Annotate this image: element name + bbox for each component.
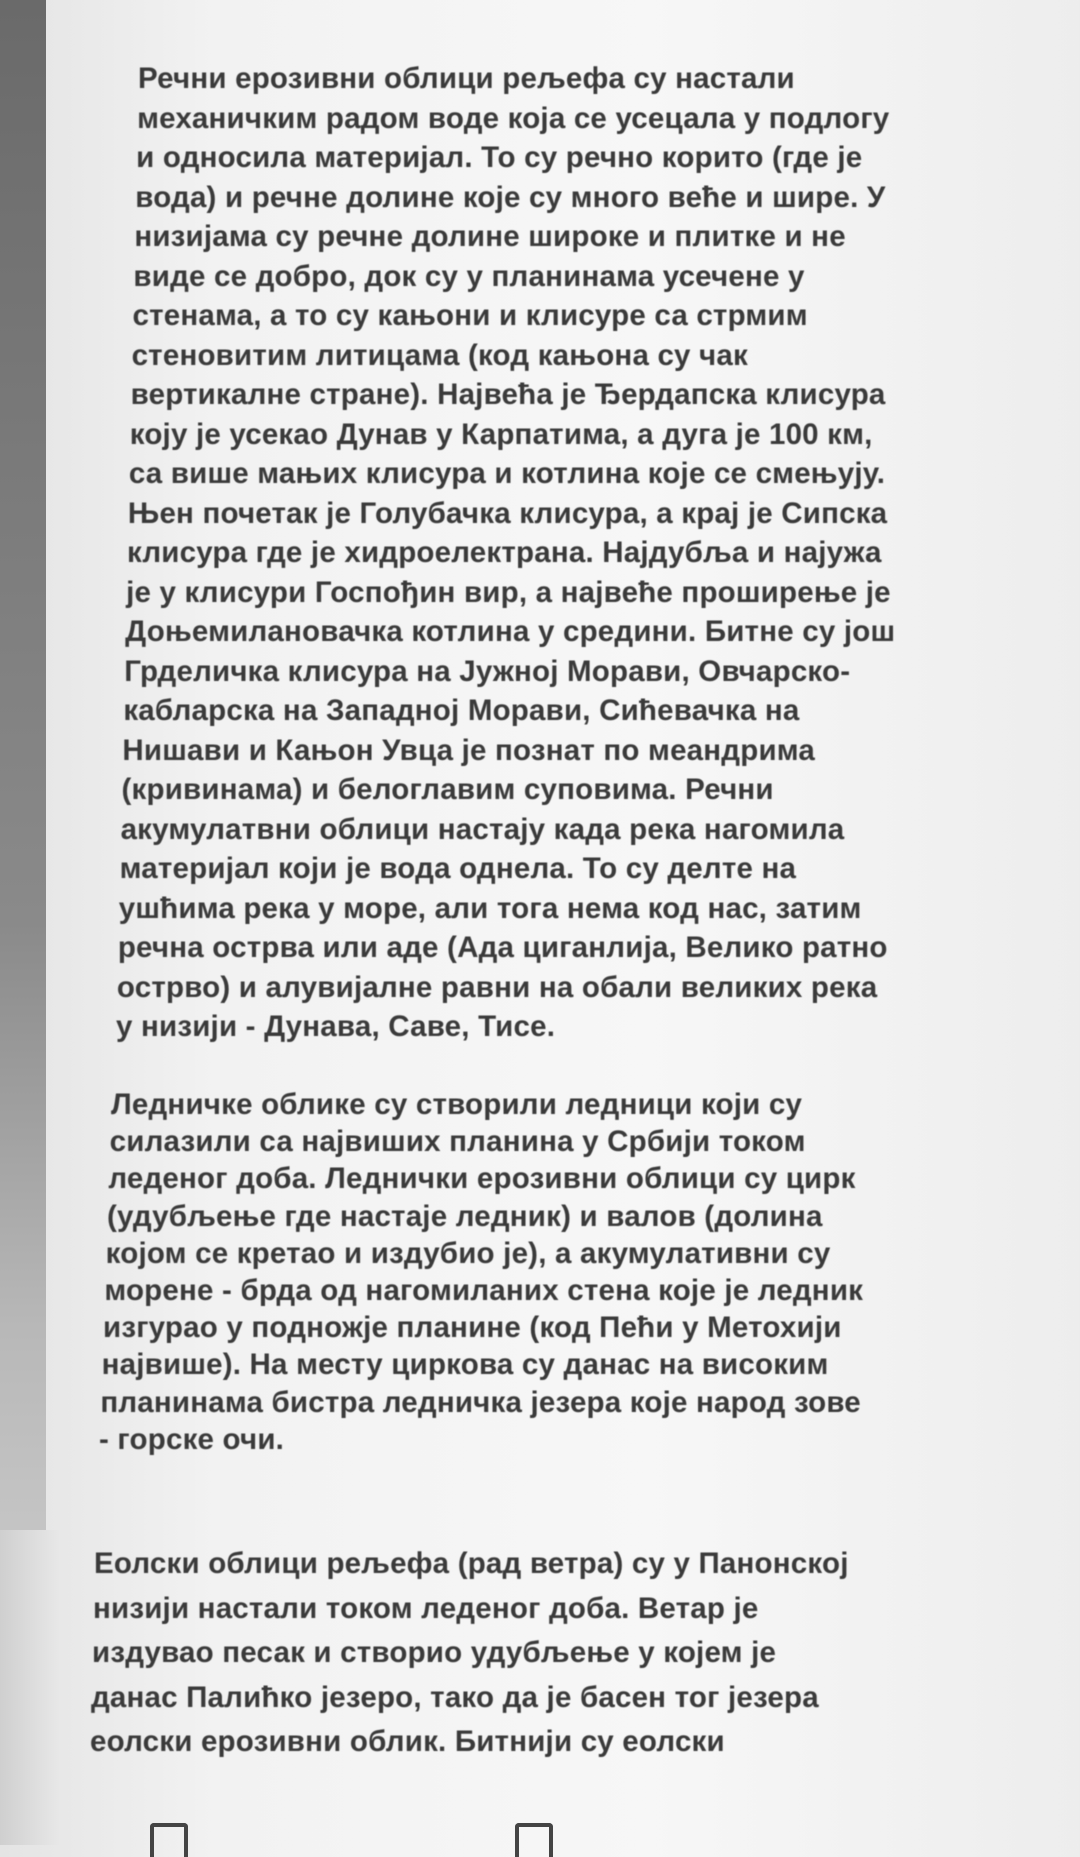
text-line: данас Палићко језеро, тако да је басен тог језера [91,1680,819,1714]
text-line: морене - брда од нагомиланих стена које је ледник [104,1274,864,1307]
text-line: стенама, а то су кањони и клисуре са стрмим [132,299,808,332]
text-line: планинама бистра ледничка језера које народ зове [100,1385,861,1419]
text-line: којом се кретао и издубио је), а акумулативни су [105,1236,831,1270]
text-line: виде се добро, док су у планинама усечене у [133,259,805,293]
text-line: са више мањих клисура и котлина које се смењују. [128,457,886,490]
text-line: стеновитим литицама (код кањона су чак [131,338,748,372]
text-line: у низији - Дунава, Саве, Тисе. [116,1010,556,1043]
text-line: ушћима река у море, али тога нема код нас, затим [118,891,862,925]
text-line: Доњемилановачка котлина у средини. Битне су још [125,615,896,648]
text-line: Грделичка клисура на Јужној Морави, Овчарско- [124,654,851,688]
text-line: акумулатвни облици настају када река нагомила [120,812,845,846]
text-line: је у клисури Госпођин вир, а највеће проширење је [126,575,891,609]
text-line: низијама су речне долине широке и плитке и не [134,220,846,253]
text-line: вода) и речне долине које су много веће и шире. У [135,180,886,214]
text-line: - горске очи. [99,1422,285,1456]
text-line: низији настали током леденог доба. Ветар је [93,1591,759,1625]
text-line: еолски ерозивни облик. Битнији су еолски [90,1725,725,1758]
text-line: највише). На месту циркова су данас на високим [101,1348,829,1382]
text-line: коју је усекао Дунав у Карпатима, а дуга је 100 км, [129,417,873,451]
text-line: Њен почетак је Голубачка клисура, а крај је Сипска [127,496,888,530]
text-line: Еолски облици рељефа (рад ветра) су у Панонској [94,1547,849,1580]
share-icon[interactable] [515,1823,553,1857]
text-line: кабларска на Западној Морави, Сићевачка на [123,694,800,727]
text-line: и односила материјал. То су речно корито (где је [136,141,863,174]
text-line: острво) и алувијалне равни на обали великих река [116,970,878,1004]
text-line: (удубљење где настаје ледник) и валов (долина [107,1199,823,1233]
text-line: силазили са највиших планина у Србији током [109,1125,806,1159]
text-line: вертикалне стране). Највећа је Ђердапска клисура [130,378,886,411]
bookmark-icon[interactable] [150,1823,188,1857]
text-line: материјал који је вода однела. То су делте на [119,852,797,885]
text-line: Ледничке облике су створили ледници који су [111,1088,803,1121]
text-line: Речни ерозивни облици рељефа су настали [138,62,795,95]
text-line: изгурао у подножје планине (код Пећи у Метохији [103,1311,842,1345]
text-line: (кривинама) и белоглавим суповима. Речни [121,773,774,806]
text-line: Нишави и Кањон Увца је познат по меандрима [122,733,816,767]
text-line: речна острва или аде (Ада циганлија, Велико ратно [117,931,888,964]
text-line: клисура где је хидроелектрана. Најдубља и најужа [127,536,882,569]
text-line: издувао песак и створио удубљење у којем је [92,1636,777,1669]
text-line: механичким радом воде која се усецала у подлогу [137,101,890,135]
text-line: леденог доба. Леднички ерозивни облици су цирк [108,1162,856,1196]
